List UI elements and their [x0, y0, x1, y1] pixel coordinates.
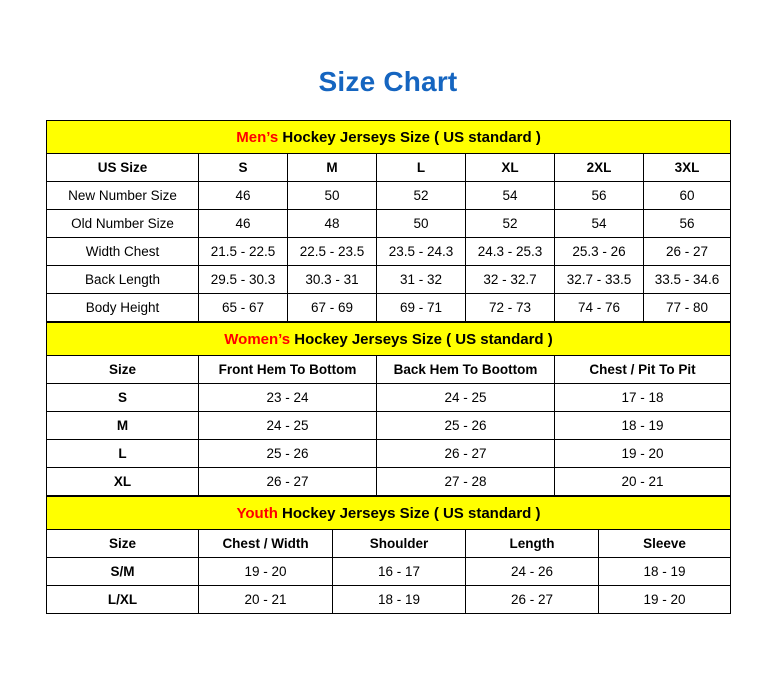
column-header: Sleeve — [599, 530, 731, 558]
table-cell: 18 - 19 — [555, 412, 731, 440]
table-cell: 24.3 - 25.3 — [466, 238, 555, 266]
womens-banner — [47, 323, 731, 356]
table-cell: 25.3 - 26 — [555, 238, 644, 266]
table-cell: 19 - 20 — [555, 440, 731, 468]
table-row — [47, 238, 731, 266]
table-cell: 26 - 27 — [644, 238, 731, 266]
table-banner-row — [47, 497, 731, 530]
table-cell: 77 - 80 — [644, 294, 731, 322]
table-cell: 54 — [555, 210, 644, 238]
row-label: Back Length — [47, 266, 199, 294]
table-cell: 26 - 27 — [377, 440, 555, 468]
column-header: XL — [466, 154, 555, 182]
table-cell: 69 - 71 — [377, 294, 466, 322]
youth-banner-accent: Youth — [236, 504, 278, 522]
table-cell: 50 — [377, 210, 466, 238]
table-row — [47, 440, 731, 468]
table-cell: 27 - 28 — [377, 468, 555, 496]
youth-size-table — [46, 496, 731, 614]
womens-banner-rest: Hockey Jerseys Size ( US standard ) — [290, 330, 553, 348]
column-header: M — [288, 154, 377, 182]
table-row — [47, 210, 731, 238]
table-cell: 29.5 - 30.3 — [199, 266, 288, 294]
table-cell: 31 - 32 — [377, 266, 466, 294]
table-cell: 32 - 32.7 — [466, 266, 555, 294]
table-row — [47, 384, 731, 412]
column-header: US Size — [47, 154, 199, 182]
mens-banner-accent: Men’s — [236, 128, 279, 146]
table-cell: 26 - 27 — [199, 468, 377, 496]
page-title: Size Chart — [318, 66, 458, 97]
table-cell: 20 - 21 — [199, 586, 333, 614]
table-cell: 25 - 26 — [199, 440, 377, 468]
table-cell: 25 - 26 — [377, 412, 555, 440]
column-header: S — [199, 154, 288, 182]
table-cell: 17 - 18 — [555, 384, 731, 412]
table-cell: 24 - 25 — [377, 384, 555, 412]
table-cell: 46 — [199, 182, 288, 210]
table-cell: 30.3 - 31 — [288, 266, 377, 294]
column-header: Shoulder — [333, 530, 466, 558]
youth-banner — [47, 497, 731, 530]
table-cell: 56 — [644, 210, 731, 238]
row-label: Width Chest — [47, 238, 199, 266]
table-cell: 52 — [466, 210, 555, 238]
column-header: Size — [47, 530, 199, 558]
table-banner-row — [47, 323, 731, 356]
table-header-row — [47, 530, 731, 558]
table-row — [47, 412, 731, 440]
table-header-row — [47, 356, 731, 384]
mens-banner-rest: Hockey Jerseys Size ( US standard ) — [278, 128, 541, 146]
table-cell: 48 — [288, 210, 377, 238]
table-cell: 19 - 20 — [599, 586, 731, 614]
table-cell: 26 - 27 — [466, 586, 599, 614]
column-header: Front Hem To Bottom — [199, 356, 377, 384]
table-cell: 72 - 73 — [466, 294, 555, 322]
table-header-row — [47, 154, 731, 182]
table-cell: 52 — [377, 182, 466, 210]
column-header: Back Hem To Boottom — [377, 356, 555, 384]
column-header: Size — [47, 356, 199, 384]
table-row — [47, 586, 731, 614]
row-label: L/XL — [47, 586, 199, 614]
row-label: Body Height — [47, 294, 199, 322]
column-header: Length — [466, 530, 599, 558]
womens-size-table — [46, 322, 731, 496]
table-row — [47, 266, 731, 294]
table-cell: 22.5 - 23.5 — [288, 238, 377, 266]
row-label: S — [47, 384, 199, 412]
table-cell: 16 - 17 — [333, 558, 466, 586]
table-cell: 32.7 - 33.5 — [555, 266, 644, 294]
table-row — [47, 182, 731, 210]
column-header: 3XL — [644, 154, 731, 182]
table-cell: 54 — [466, 182, 555, 210]
size-tables — [46, 120, 730, 614]
row-label: S/M — [47, 558, 199, 586]
table-banner-row — [47, 121, 731, 154]
table-cell: 18 - 19 — [599, 558, 731, 586]
column-header: L — [377, 154, 466, 182]
column-header: Chest / Width — [199, 530, 333, 558]
table-cell: 46 — [199, 210, 288, 238]
table-cell: 23.5 - 24.3 — [377, 238, 466, 266]
table-cell: 20 - 21 — [555, 468, 731, 496]
table-cell: 56 — [555, 182, 644, 210]
table-cell: 65 - 67 — [199, 294, 288, 322]
row-label: L — [47, 440, 199, 468]
table-cell: 74 - 76 — [555, 294, 644, 322]
table-cell: 19 - 20 — [199, 558, 333, 586]
mens-size-table — [46, 120, 731, 322]
youth-banner-rest: Hockey Jerseys Size ( US standard ) — [277, 504, 541, 522]
table-cell: 50 — [288, 182, 377, 210]
table-cell: 24 - 26 — [466, 558, 599, 586]
table-cell: 67 - 69 — [288, 294, 377, 322]
column-header: Chest / Pit To Pit — [555, 356, 731, 384]
table-cell: 18 - 19 — [333, 586, 466, 614]
table-row — [47, 558, 731, 586]
womens-banner-accent: Women’s — [224, 330, 291, 348]
table-cell: 21.5 - 22.5 — [199, 238, 288, 266]
row-label: New Number Size — [47, 182, 199, 210]
row-label: Old Number Size — [47, 210, 199, 238]
table-cell: 60 — [644, 182, 731, 210]
table-row — [47, 468, 731, 496]
column-header: 2XL — [555, 154, 644, 182]
table-cell: 24 - 25 — [199, 412, 377, 440]
mens-banner — [47, 121, 731, 154]
table-cell: 23 - 24 — [199, 384, 377, 412]
row-label: M — [47, 412, 199, 440]
table-row — [47, 294, 731, 322]
row-label: XL — [47, 468, 199, 496]
table-cell: 33.5 - 34.6 — [644, 266, 731, 294]
